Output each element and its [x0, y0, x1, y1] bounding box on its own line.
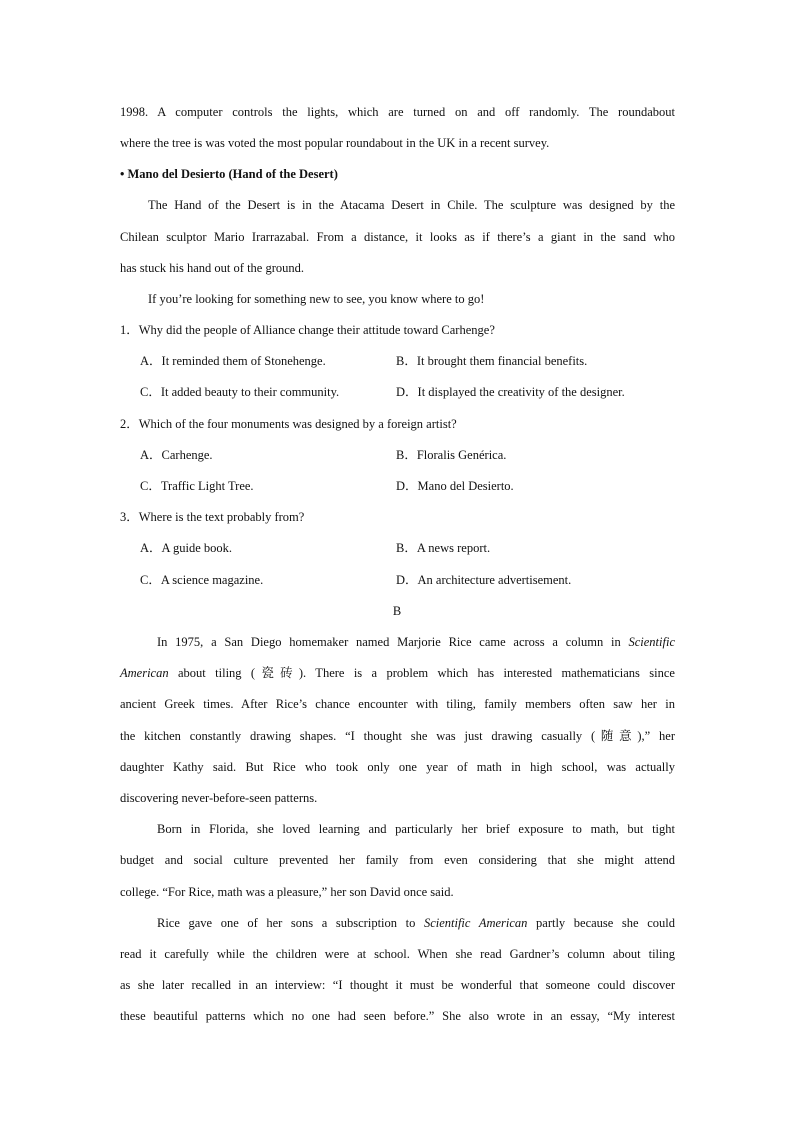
paragraph-line: If you’re looking for something new to see, you know where to go! [148, 292, 485, 306]
paragraph-line: Chilean sculptor Mario Irarrazabal. From a distance, it looks as if there’s a giant in the sand who [120, 230, 675, 244]
paragraph-line: read it carefully while the children were at school. When she read Gardner’s column about tiling [120, 947, 675, 961]
italic-title: Scientific [628, 635, 675, 649]
paragraph-line: 1998. A computer controls the lights, which are turned on and off randomly. The roundabout [120, 105, 675, 119]
paragraph-line: has stuck his hand out of the ground. [120, 261, 305, 275]
option-c: C．A science magazine. [140, 573, 264, 587]
paragraph-line: as she later recalled in an interview: “I thought it must be wonderful that someone could discover [120, 978, 675, 992]
paragraph-line: Born in Florida, she loved learning and particularly her brief exposure to math, but tight [157, 822, 675, 836]
question-stem: 2．Which of the four monuments was designed by a foreign artist? [120, 417, 457, 431]
italic-title: Scientific American [423, 916, 528, 930]
option-b: B．It brought them financial benefits. [396, 354, 588, 368]
text-run: Rice gave one of her sons a subscription to [157, 916, 424, 930]
option-c: C．Traffic Light Tree. [140, 479, 254, 493]
paragraph-line: college. “For Rice, math was a pleasure,” her son David once said. [120, 885, 454, 899]
question-stem: 1．Why did the people of Alliance change their attitude toward Carhenge? [120, 323, 495, 337]
paragraph-line: these beautiful patterns which no one had seen before.” She also wrote in an essay, “My interest [120, 1009, 675, 1023]
paragraph-line: where the tree is was voted the most popular roundabout in the UK in a recent survey. [120, 136, 550, 150]
section-heading: • Mano del Desierto (Hand of the Desert) [120, 167, 338, 181]
option-a: A．It reminded them of Stonehenge. [140, 354, 326, 368]
option-a: A．A guide book. [140, 541, 233, 555]
italic-title: American [120, 666, 169, 680]
paragraph-line: discovering never-before-seen patterns. [120, 791, 318, 805]
option-b: B．Floralis Genérica. [396, 448, 507, 462]
text-run: about tiling (瓷砖). There is a problem which has interested mathematicians since [168, 666, 675, 680]
paragraph-line: daughter Kathy said. But Rice who took only one year of math in high school, was actually [120, 760, 675, 774]
option-b: B．A news report. [396, 541, 491, 555]
paragraph-line: budget and social culture prevented her family from even considering that she might attend [120, 853, 675, 867]
paragraph-line [157, 634, 675, 650]
option-d: D．It displayed the creativity of the designer. [396, 385, 625, 399]
text-run: In 1975, a San Diego homemaker named Marjorie Rice came across a column in [157, 635, 629, 649]
text-run: partly because she could [527, 916, 675, 930]
paragraph-line [157, 915, 675, 931]
paragraph-line: the kitchen constantly drawing shapes. “I thought she was just drawing casually (随意),” her [120, 729, 675, 743]
question-stem: 3．Where is the text probably from? [120, 510, 305, 524]
option-c: C．It added beauty to their community. [140, 385, 340, 399]
option-d: D．An architecture advertisement. [396, 573, 572, 587]
paragraph-line: ancient Greek times. After Rice’s chance encounter with tiling, family members often saw her in [120, 697, 675, 711]
option-d: D．Mano del Desierto. [396, 479, 514, 493]
paragraph-line: The Hand of the Desert is in the Atacama Desert in Chile. The sculpture was designed by the [148, 198, 675, 212]
section-label: B [392, 604, 402, 618]
option-a: A．Carhenge. [140, 448, 213, 462]
paragraph-line [120, 665, 675, 681]
